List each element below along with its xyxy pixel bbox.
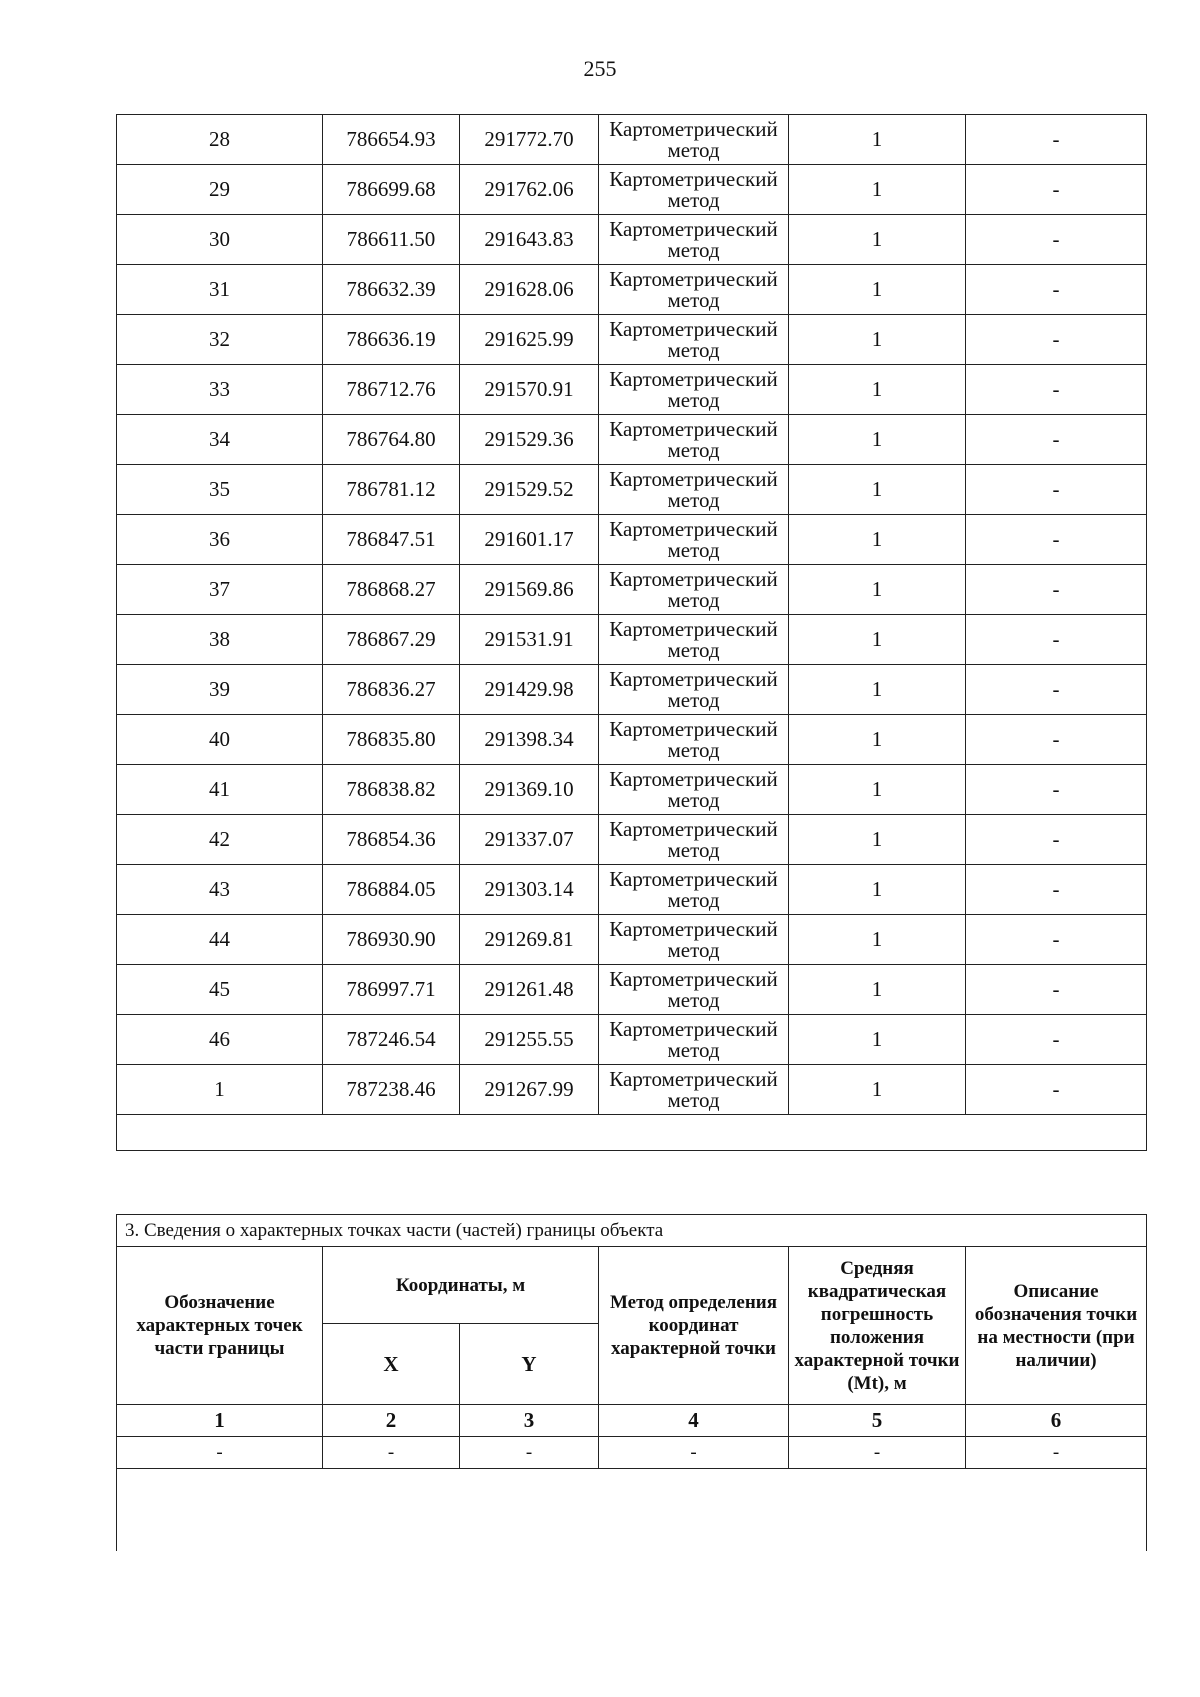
y-coordinate-cell: 291772.70 (460, 115, 599, 165)
point-number-cell: 45 (117, 965, 323, 1015)
header-point-designation: Обозначение характерных точек части границы (117, 1247, 323, 1405)
point-number-cell: 28 (117, 115, 323, 165)
table-row (117, 365, 1147, 415)
description-cell: - (966, 415, 1147, 465)
y-coordinate-cell: 291625.99 (460, 315, 599, 365)
method-cell: Картометрический метод (599, 715, 789, 765)
description-cell: - (966, 565, 1147, 615)
x-coordinate-cell: 786838.82 (323, 765, 460, 815)
point-number-cell: 36 (117, 515, 323, 565)
description-cell: - (966, 1065, 1147, 1115)
error-cell: 1 (789, 665, 966, 715)
x-coordinate-cell: 786836.27 (323, 665, 460, 715)
x-coordinate-cell: 786884.05 (323, 865, 460, 915)
table-row (117, 165, 1147, 215)
y-coordinate-cell: 291531.91 (460, 615, 599, 665)
x-coordinate-cell: 787246.54 (323, 1015, 460, 1065)
method-cell: Картометрический метод (599, 1015, 789, 1065)
y-coordinate-cell: 291337.07 (460, 815, 599, 865)
table-row (117, 815, 1147, 865)
x-coordinate-cell: 787238.46 (323, 1065, 460, 1115)
method-cell: Картометрический метод (599, 1065, 789, 1115)
table-row (117, 1065, 1147, 1115)
point-number-cell: 38 (117, 615, 323, 665)
method-cell: Картометрический метод (599, 265, 789, 315)
point-number-cell: 41 (117, 765, 323, 815)
point-number-cell: 31 (117, 265, 323, 315)
error-cell: 1 (789, 1065, 966, 1115)
table-cell: - (789, 1437, 966, 1469)
table-row (117, 1015, 1147, 1065)
coordinates-table-body (117, 115, 1147, 1151)
y-coordinate-cell: 291529.52 (460, 465, 599, 515)
error-cell: 1 (789, 315, 966, 365)
table-row (117, 465, 1147, 515)
method-cell: Картометрический метод (599, 515, 789, 565)
description-cell: - (966, 615, 1147, 665)
table-cell: - (117, 1437, 323, 1469)
error-cell: 1 (789, 415, 966, 465)
y-coordinate-cell: 291569.86 (460, 565, 599, 615)
point-number-cell: 43 (117, 865, 323, 915)
x-coordinate-cell: 786699.68 (323, 165, 460, 215)
x-coordinate-cell: 786636.19 (323, 315, 460, 365)
table-row (117, 915, 1147, 965)
table-row (117, 665, 1147, 715)
table-cell: - (460, 1437, 599, 1469)
header-method: Метод определения координат характерной точки (599, 1247, 789, 1405)
method-cell: Картометрический метод (599, 565, 789, 615)
error-cell: 1 (789, 515, 966, 565)
y-coordinate-cell: 291570.91 (460, 365, 599, 415)
x-coordinate-cell: 786654.93 (323, 115, 460, 165)
y-coordinate-cell: 291628.06 (460, 265, 599, 315)
error-cell: 1 (789, 965, 966, 1015)
description-cell: - (966, 715, 1147, 765)
x-coordinate-cell: 786764.80 (323, 415, 460, 465)
error-cell: 1 (789, 565, 966, 615)
error-cell: 1 (789, 715, 966, 765)
y-coordinate-cell: 291369.10 (460, 765, 599, 815)
point-number-cell: 1 (117, 1065, 323, 1115)
table-row (117, 615, 1147, 665)
x-coordinate-cell: 786997.71 (323, 965, 460, 1015)
y-coordinate-cell: 291529.36 (460, 415, 599, 465)
description-cell: - (966, 165, 1147, 215)
section3-title: 3. Сведения о характерных точках части (частей) границы объекта (117, 1215, 1147, 1247)
x-coordinate-cell: 786781.12 (323, 465, 460, 515)
method-cell: Картометрический метод (599, 665, 789, 715)
point-number-cell: 30 (117, 215, 323, 265)
column-number: 4 (599, 1405, 789, 1437)
description-cell: - (966, 115, 1147, 165)
column-number: 6 (966, 1405, 1147, 1437)
point-number-cell: 42 (117, 815, 323, 865)
column-number: 2 (323, 1405, 460, 1437)
error-cell: 1 (789, 1015, 966, 1065)
description-cell: - (966, 365, 1147, 415)
column-number: 1 (117, 1405, 323, 1437)
x-coordinate-cell: 786611.50 (323, 215, 460, 265)
method-cell: Картометрический метод (599, 115, 789, 165)
description-cell: - (966, 515, 1147, 565)
description-cell: - (966, 865, 1147, 915)
x-coordinate-cell: 786847.51 (323, 515, 460, 565)
table-row (117, 415, 1147, 465)
table-row (117, 715, 1147, 765)
table-row (117, 315, 1147, 365)
point-number-cell: 46 (117, 1015, 323, 1065)
header-description: Описание обозначения точки на местности (при наличии) (966, 1247, 1147, 1405)
method-cell: Картометрический метод (599, 615, 789, 665)
error-cell: 1 (789, 765, 966, 815)
table-row (117, 965, 1147, 1015)
method-cell: Картометрический метод (599, 215, 789, 265)
description-cell: - (966, 765, 1147, 815)
y-coordinate-cell: 291762.06 (460, 165, 599, 215)
x-coordinate-cell: 786712.76 (323, 365, 460, 415)
point-number-cell: 34 (117, 415, 323, 465)
y-coordinate-cell: 291601.17 (460, 515, 599, 565)
table-row (117, 515, 1147, 565)
y-coordinate-cell: 291267.99 (460, 1065, 599, 1115)
description-cell: - (966, 315, 1147, 365)
method-cell: Картометрический метод (599, 815, 789, 865)
y-coordinate-cell: 291303.14 (460, 865, 599, 915)
header-y: Y (460, 1324, 599, 1405)
description-cell: - (966, 815, 1147, 865)
coordinates-table (116, 114, 1147, 1151)
error-cell: 1 (789, 215, 966, 265)
table-cell: - (323, 1437, 460, 1469)
error-cell: 1 (789, 815, 966, 865)
y-coordinate-cell: 291398.34 (460, 715, 599, 765)
error-cell: 1 (789, 615, 966, 665)
x-coordinate-cell: 786867.29 (323, 615, 460, 665)
x-coordinate-cell: 786854.36 (323, 815, 460, 865)
header-x: X (323, 1324, 460, 1405)
method-cell: Картометрический метод (599, 865, 789, 915)
point-number-cell: 39 (117, 665, 323, 715)
table-cell: - (599, 1437, 789, 1469)
column-number: 5 (789, 1405, 966, 1437)
page-number: 255 (583, 56, 617, 81)
error-cell: 1 (789, 865, 966, 915)
description-cell: - (966, 1015, 1147, 1065)
error-cell: 1 (789, 365, 966, 415)
error-cell: 1 (789, 115, 966, 165)
x-coordinate-cell: 786868.27 (323, 565, 460, 615)
point-number-cell: 44 (117, 915, 323, 965)
table-row (117, 565, 1147, 615)
description-cell: - (966, 965, 1147, 1015)
error-cell: 1 (789, 165, 966, 215)
table-row (117, 765, 1147, 815)
method-cell: Картометрический метод (599, 415, 789, 465)
point-number-cell: 32 (117, 315, 323, 365)
method-cell: Картометрический метод (599, 965, 789, 1015)
description-cell: - (966, 665, 1147, 715)
section3-table (116, 1214, 1147, 1551)
method-cell: Картометрический метод (599, 765, 789, 815)
table-cell: - (966, 1437, 1147, 1469)
y-coordinate-cell: 291429.98 (460, 665, 599, 715)
point-number-cell: 33 (117, 365, 323, 415)
point-number-cell: 35 (117, 465, 323, 515)
method-cell: Картометрический метод (599, 365, 789, 415)
description-cell: - (966, 265, 1147, 315)
point-number-cell: 29 (117, 165, 323, 215)
header-coordinates: Координаты, м (323, 1247, 599, 1324)
method-cell: Картометрический метод (599, 315, 789, 365)
y-coordinate-cell: 291643.83 (460, 215, 599, 265)
table-row (117, 865, 1147, 915)
table-row (117, 265, 1147, 315)
table-row (117, 1437, 1147, 1469)
column-number: 3 (460, 1405, 599, 1437)
description-cell: - (966, 215, 1147, 265)
point-number-cell: 40 (117, 715, 323, 765)
description-cell: - (966, 915, 1147, 965)
method-cell: Картометрический метод (599, 165, 789, 215)
table-row (117, 115, 1147, 165)
x-coordinate-cell: 786930.90 (323, 915, 460, 965)
error-cell: 1 (789, 915, 966, 965)
y-coordinate-cell: 291269.81 (460, 915, 599, 965)
empty-cell (117, 1115, 1147, 1151)
empty-area (117, 1469, 1147, 1552)
table-row (117, 215, 1147, 265)
method-cell: Картометрический метод (599, 465, 789, 515)
description-cell: - (966, 465, 1147, 515)
error-cell: 1 (789, 265, 966, 315)
x-coordinate-cell: 786835.80 (323, 715, 460, 765)
x-coordinate-cell: 786632.39 (323, 265, 460, 315)
y-coordinate-cell: 291261.48 (460, 965, 599, 1015)
method-cell: Картометрический метод (599, 915, 789, 965)
y-coordinate-cell: 291255.55 (460, 1015, 599, 1065)
table-empty-row (117, 1115, 1147, 1151)
error-cell: 1 (789, 465, 966, 515)
point-number-cell: 37 (117, 565, 323, 615)
header-error: Средняя квадратическая погрешность положения характерной точки (Mt), м (789, 1247, 966, 1405)
